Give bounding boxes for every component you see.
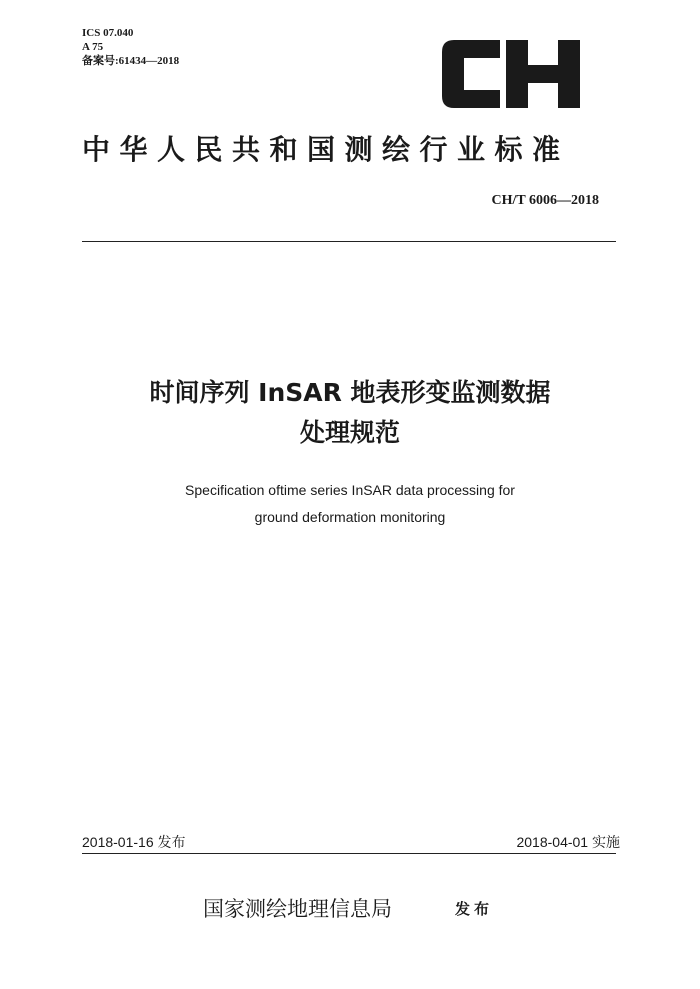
publisher-suffix: 发布 [455,900,494,918]
implementation-date: 2018-04-01 实施 [516,834,620,850]
top-divider [82,241,616,242]
filing-number: 备案号:61434—2018 [82,55,180,67]
logo-letter-h [506,40,580,108]
document-title-zh-line1: 时间序列 InSAR 地表形变监测数据 [149,378,551,407]
logo-letter-c [442,40,500,108]
industry-standard-title: 中华人民共和国测绘行业标准 [82,133,570,166]
standard-number: CH/T 6006—2018 [491,193,599,208]
ics-code: ICS 07.040 [82,27,134,39]
bottom-divider [82,853,616,854]
ch-logo [442,40,580,108]
publisher-name: 国家测绘地理信息局 [203,897,392,921]
classification-block [82,26,179,68]
document-title-en-line1: Specification oftime series InSAR data processing for [185,482,515,498]
document-title-zh-line2: 处理规范 [299,418,400,447]
ccs-code: A 75 [82,41,104,53]
issue-date: 2018-01-16 发布 [82,834,186,850]
document-title-en-line2: ground deformation monitoring [254,509,446,525]
